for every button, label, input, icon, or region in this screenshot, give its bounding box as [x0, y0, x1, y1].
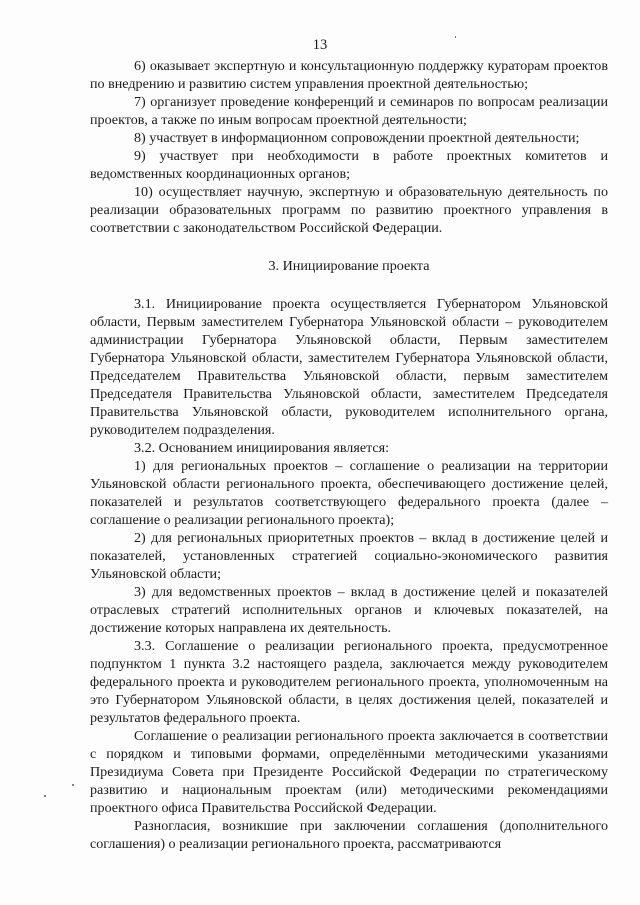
paragraph: 2) для региональных приоритетных проектов – вклад в достижение целей и показателей, установленных стратегией социально-экономического развития Ульяновской области;	[90, 530, 608, 582]
list-item: 10) осуществляет научную, экспертную и образовательную деятельность по реализации образовательных программ по развитию проектного управления в соответствии с законодательством Российской Федерации.	[90, 184, 608, 236]
paragraph: 3.3. Соглашение о реализации регионального проекта, предусмотренное подпунктом 1 пункта 3.2 настоящего раздела, заключается между руководителем федерального проекта и руководителем регионального проекта, уполномоченным на это Губернатором Ульяновской области, в целях достижения целей, показателей и результатов федерального проекта.	[90, 638, 608, 726]
list-item: 9) участвует при необходимости в работе проектных комитетов и ведомственных координационных органов;	[90, 148, 608, 182]
section-heading: 3. Инициирование проекта	[268, 258, 430, 274]
list-item: 6) оказывает экспертную и консультационную поддержку кураторам проектов по внедрению и развитию систем управления проектной деятельностью;	[90, 58, 608, 92]
page-number: 13	[312, 37, 328, 53]
paragraph: Разногласия, возникшие при заключении соглашения (дополнительного соглашения) о реализации регионального проекта, рассматриваются	[90, 818, 608, 852]
scan-speck	[72, 784, 74, 786]
list-item: 7) организует проведение конференций и семинаров по вопросам реализации проектов, а также по иным вопросам проектной деятельности;	[90, 94, 608, 128]
list-item: 8) участвует в информационном сопровождении проектной деятельности;	[134, 130, 580, 146]
paragraph: 3.1. Инициирование проекта осуществляется Губернатором Ульяновской области, Первым заместителем Губернатора Ульяновской области – руководителем администрации Губернатора Ульяновской области, Первым заместителем Губернатора Ульяновской области, заместителем Губернатора Ульяновской области, Председателем Правительства Ульяновской области, первым заместителем Председателя Правительства Ульяновской области, заместителем Председателя Правительства Ульяновской области, руководителем исполнительного органа, руководителем подразделения.	[90, 296, 608, 438]
paragraph: 3) для ведомственных проектов – вклад в достижение целей и показателей отраслевых стратегий исполнительных органов и ключевых показателей, на достижение которых направлена их деятельность.	[90, 584, 608, 636]
scan-speck	[44, 795, 46, 797]
scan-speck	[455, 36, 456, 38]
document-body	[90, 57, 608, 853]
paragraph: 1) для региональных проектов – соглашение о реализации на территории Ульяновской области регионального проекта, обеспечивающего достижение целей, показателей и результатов соответствующего федерального проекта (далее – соглашение о реализации регионального проекта);	[90, 458, 608, 528]
paragraph: Соглашение о реализации регионального проекта заключается в соответствии с порядком и типовыми формами, определёнными методическими указаниями Президиума Совета при Президенте Российской Федерации по стратегическому развитию и национальным проектам (или) методическими рекомендациями проектного офиса Правительства Российской Федерации.	[90, 728, 608, 816]
paragraph: 3.2. Основанием инициирования является:	[134, 440, 390, 456]
